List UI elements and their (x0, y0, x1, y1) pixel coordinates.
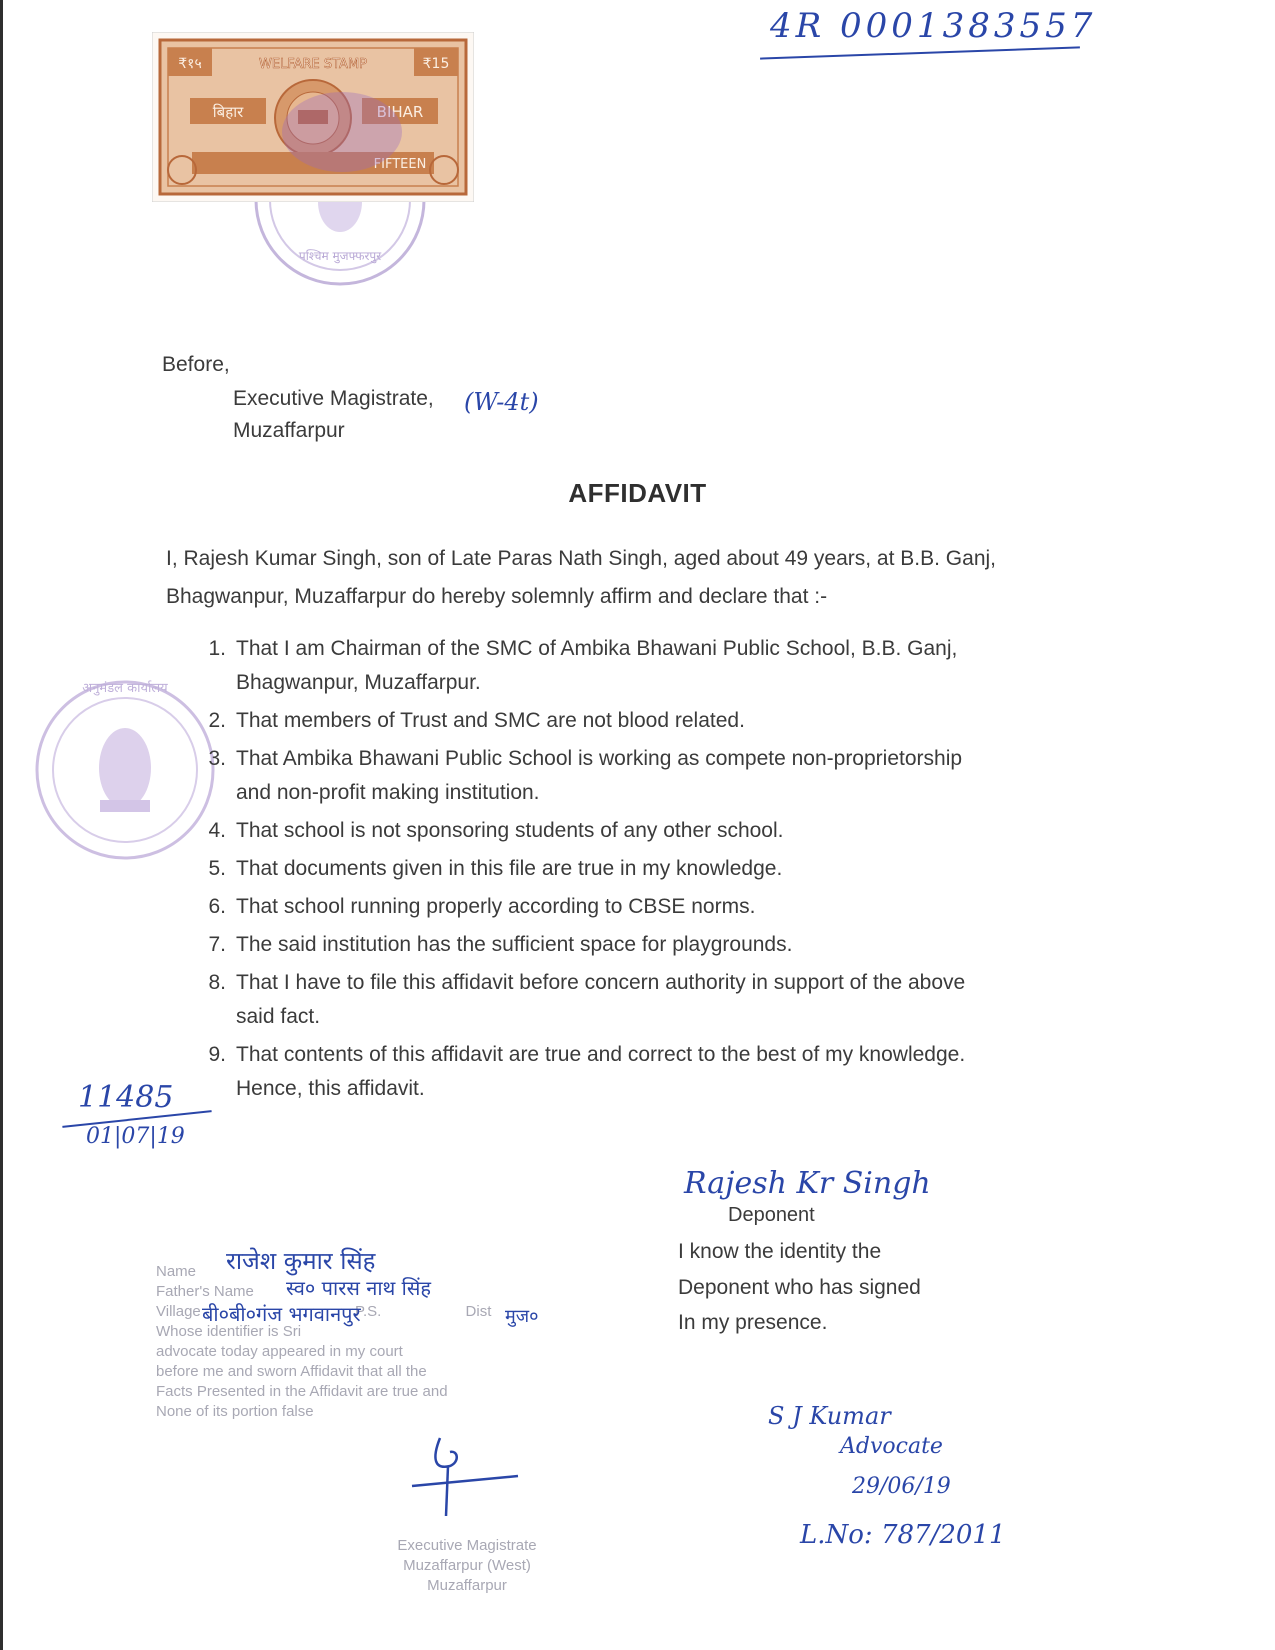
handwritten-reg-date: 01|07|19 (86, 1124, 185, 1149)
seal-bottom-text: पश्चिम मुजफ्फरपुर (298, 249, 382, 263)
stamp-state: BIHAR (376, 103, 424, 121)
addressee-city: Muzaffarpur (233, 419, 345, 442)
addressee: Executive Magistrate, (233, 387, 434, 410)
identity-line-1: I know the identity the (678, 1240, 882, 1263)
list-item: 4. That school is not sponsoring students of any other school. (208, 819, 784, 842)
court-father-label: Father's Name (156, 1283, 254, 1300)
advocate-date: 29/06/19 (852, 1474, 951, 1499)
list-item: 3. That Ambika Bhawani Public School is working as compete non-proprietorship and non-profit making institution. (208, 747, 963, 804)
magistrate-signature (410, 1430, 520, 1520)
stamp-header: WELFARE STAMP (259, 57, 367, 72)
court-line-7: Facts Presented in the Affidavit are true and (156, 1383, 448, 1400)
court-line-5: advocate today appeared in my court (156, 1343, 403, 1360)
advocate-title: Advocate (840, 1434, 943, 1459)
list-item: 2. That members of Trust and SMC are not blood related. (208, 709, 745, 732)
handwritten-serial: 4R 0001383557 (770, 6, 1097, 46)
before-label: Before, (162, 353, 230, 376)
stamp-hindi-state: बिहार (212, 103, 244, 121)
declaration-list (196, 632, 1136, 1110)
handwritten-magistrate-note: (W-4t) (464, 388, 539, 416)
intro-paragraph (166, 540, 1126, 616)
advocate-license: L.No: 787/2011 (800, 1520, 1006, 1550)
stamp-bottom: FIFTEEN (373, 157, 427, 172)
handwritten-hindi-father: स्व० पारस नाथ सिंह (286, 1276, 431, 1300)
office-seal-left (30, 660, 220, 890)
list-item: 7. The said institution has the sufficient space for playgrounds. (208, 933, 793, 956)
stamp-left-value: ₹१५ (178, 56, 202, 72)
magistrate-stamp: Executive Magistrate Muzaffarpur (West) Muzaffarpur (397, 1537, 537, 1594)
list-item: 8. That I have to file this affidavit before concern authority in support of the above said fact. (208, 971, 966, 1028)
court-village-row: Village P.S. Dist (156, 1303, 492, 1320)
list-item: 6. That school running properly according to CBSE norms. (208, 895, 756, 918)
serial-underline (760, 46, 1080, 59)
seal-top-text: अनुमंडल कार्यालय (82, 681, 168, 696)
deponent-signature: Rajesh Kr Singh (684, 1166, 931, 1201)
identity-line-2: Deponent who has signed (678, 1276, 921, 1299)
stamp-denomination: ₹15 (422, 56, 450, 72)
intro-line-2: Bhagwanpur, Muzaffarpur do hereby solemnly affirm and declare that :- (166, 585, 828, 608)
welfare-stamp (152, 32, 474, 202)
identity-line-3: In my presence. (678, 1311, 828, 1334)
court-name-label: Name (156, 1263, 197, 1280)
handwritten-hindi-name: राजेश कुमार सिंह (226, 1247, 376, 1275)
intro-line-1: I, Rajesh Kumar Singh, son of Late Paras Nath Singh, aged about 49 years, at B.B. Ganj, (166, 547, 996, 570)
list-item: 5. That documents given in this file are true in my knowledge. (208, 857, 783, 880)
handwritten-reg-number: 11485 (78, 1080, 174, 1115)
document-title: AFFIDAVIT (568, 478, 707, 508)
list-item: 9. That contents of this affidavit are true and correct to the best of my knowledge. Hence, this affidavit. (208, 1043, 966, 1100)
handwritten-hindi-dist: मुज० (505, 1306, 539, 1327)
court-line-6: before me and sworn Affidavit that all the (156, 1363, 427, 1380)
advocate-signature: S J Kumar (768, 1402, 891, 1430)
court-line-4: Whose identifier is Sri (156, 1323, 302, 1340)
deponent-label: Deponent (728, 1204, 815, 1226)
page-edge (0, 0, 3, 1650)
court-line-8: None of its portion false (156, 1403, 314, 1420)
handwritten-hindi-village: बी०बी०गंज भगवानपुर (202, 1302, 361, 1326)
list-item: 1. That I am Chairman of the SMC of Ambika Bhawani Public School, B.B. Ganj, Bhagwanpur, Muzaffarpur. (208, 637, 958, 694)
